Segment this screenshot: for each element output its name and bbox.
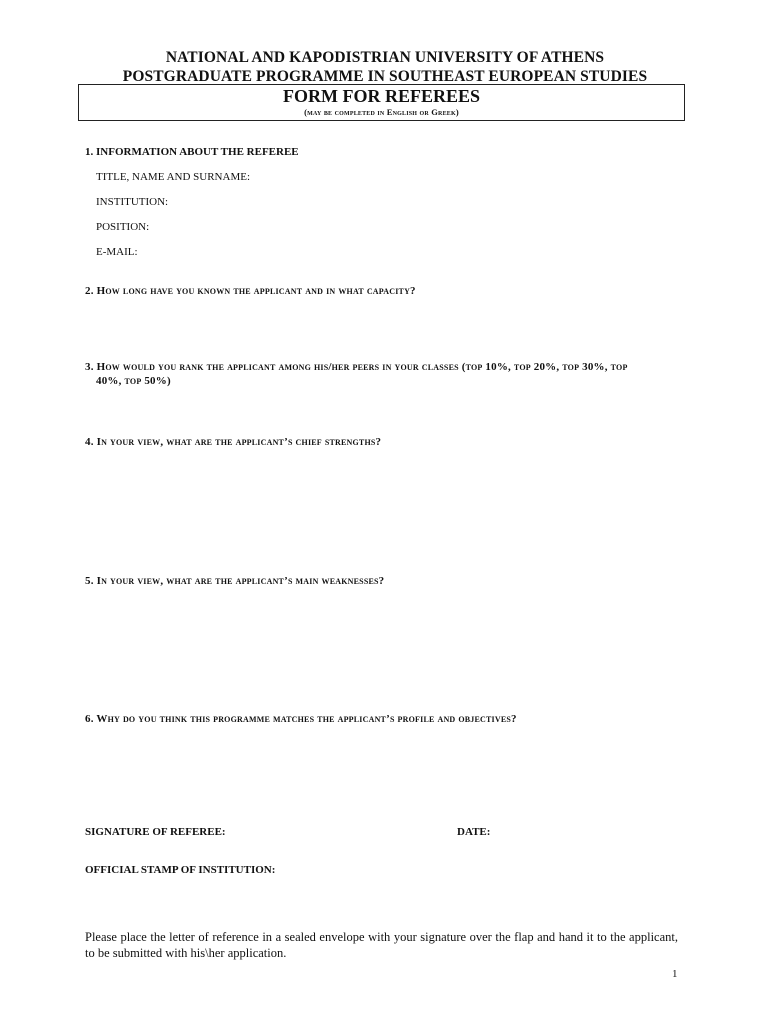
date-label: DATE:	[457, 826, 491, 838]
form-title-box	[78, 84, 685, 121]
submission-instructions: Please place the letter of reference in a sealed envelope with your signature over the flap and hand it to the applicant, to be submitted with his\her application.	[85, 930, 678, 960]
university-name: NATIONAL AND KAPODISTRIAN UNIVERSITY OF ATHENS	[165, 49, 605, 66]
question-5: 5. In your view, what are the applicant’s main weaknesses?	[85, 575, 385, 587]
document-header	[0, 48, 770, 86]
referee-name-field-label: TITLE, NAME AND SURNAME:	[96, 171, 250, 183]
programme-name: POSTGRADUATE PROGRAMME IN SOUTHEAST EUROPEAN STUDIES	[122, 68, 648, 85]
email-field-label: E-MAIL:	[96, 246, 138, 258]
question-2: 2. How long have you known the applicant and in what capacity?	[85, 285, 416, 297]
page-number: 1	[672, 968, 678, 980]
question-3-line-2: 40%, top 50%)	[96, 375, 171, 387]
official-stamp-label: OFFICIAL STAMP OF INSTITUTION:	[85, 864, 276, 876]
institution-field-label: INSTITUTION:	[96, 196, 169, 208]
form-title: FORM FOR REFEREES	[282, 86, 480, 106]
question-4: 4. In your view, what are the applicant’s chief strengths?	[85, 436, 382, 448]
form-subtitle: (may be completed in English or Greek)	[304, 107, 459, 117]
position-field-label: POSITION:	[96, 221, 150, 233]
question-3-line-1: 3. How would you rank the applicant among his/her peers in your classes (top 10%, top 20%, top 30%, top	[85, 361, 628, 373]
section-1-heading: 1. INFORMATION ABOUT THE REFEREE	[85, 146, 299, 158]
question-3	[85, 360, 685, 388]
question-6: 6. Why do you think this programme matches the applicant’s profile and objectives?	[85, 713, 517, 725]
signature-label: SIGNATURE OF REFEREE:	[85, 826, 226, 838]
